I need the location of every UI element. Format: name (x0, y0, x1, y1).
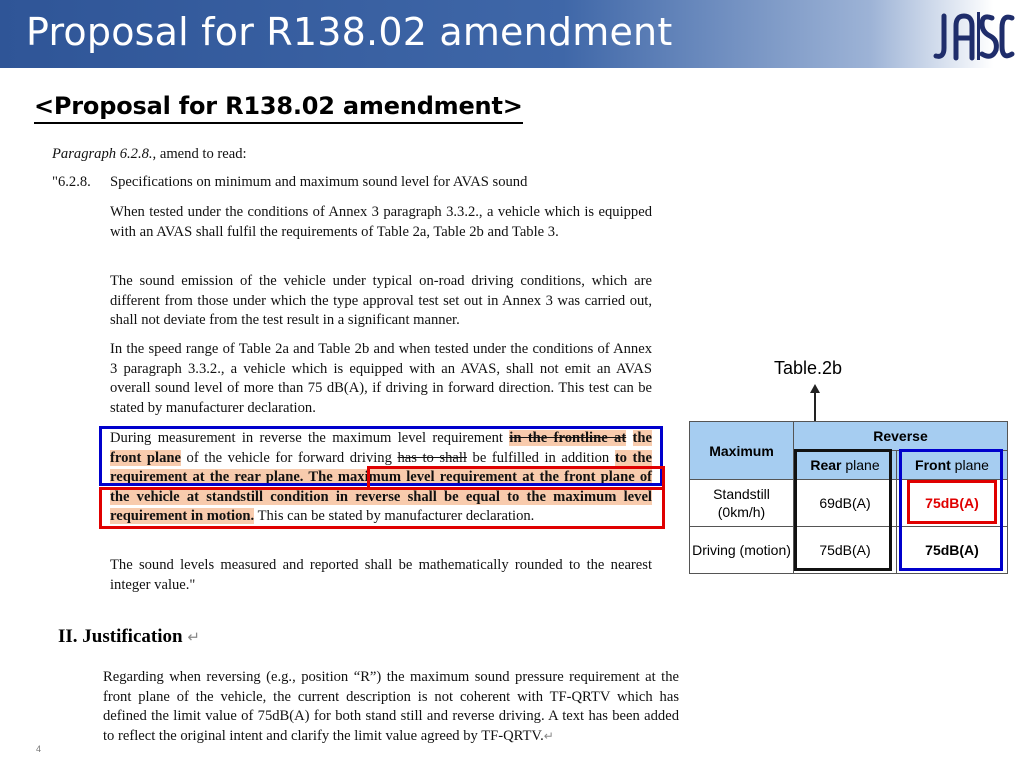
header-maximum (690, 422, 794, 480)
amend-intro (52, 146, 247, 163)
cell-front: 75dB(A) (897, 527, 1008, 574)
header-reverse (794, 422, 1008, 451)
return-mark-icon: ↵ (187, 630, 200, 646)
paragraph-5: The sound levels measured and reported shall be mathematically rounded to the nearest integer value." (110, 557, 652, 593)
p4-deleted-1: in the frontline at (509, 430, 627, 446)
return-mark-icon: ↵ (543, 728, 554, 743)
justification-heading (58, 626, 200, 648)
paragraph-heading: Specifications on minimum and maximum sound level for AVAS sound (110, 174, 528, 190)
p4-text-d: This can be stated by manufacturer declaration. (254, 508, 535, 524)
slide-title: Proposal for R138.02 amendment (26, 10, 673, 54)
paragraph-1: When tested under the conditions of Annex 3 paragraph 3.3.2., a vehicle which is equipped with an AVAS shall fulfil the requirements of Table 2a, Table 2b and Table 3. (110, 204, 652, 240)
p4-inserted-1: the front plane (110, 430, 653, 466)
paragraph-3: In the speed range of Table 2a and Table 2b and when tested under the conditions of Annex 3 paragraph 3.3.2., a vehicle which is equipped with an AVAS, shall not emit an AVAS overall sound level of more than 75 dB(A), if driving in forward direction. This test can be stated by manufacturer declaration. (110, 341, 652, 416)
p4-text-c: be fulfilled in addition (466, 449, 615, 466)
header-reverse-label: Reverse (873, 428, 928, 444)
header-maximum-label: Maximum (709, 442, 774, 459)
amend-note: amend to read: (156, 146, 247, 162)
p4-text-b: of the vehicle for forward driving (180, 449, 398, 466)
justification-body: Regarding when reversing (e.g., position “R”) the maximum sound pressure requirement at the front plane of the vehicle, the current description is not coherent with TF-QRTV which has defined the limit value of 75dB(A) for both stand still and reverse driving. A text has been added to reflect the original intent and clarify the limit value agreed by TF-QRTV. (103, 669, 679, 744)
paragraph-number: "6.2.8. (52, 174, 91, 190)
page-number: 4 (36, 744, 42, 754)
cell-front: 75dB(A) (897, 480, 1008, 527)
p4-deleted-2: has to shall (397, 449, 467, 466)
section-subtitle: <Proposal for R138.02 amendment> (34, 92, 523, 124)
p4-inserted-2: to the requirement at the rear plane. (110, 449, 652, 485)
row-label: Standstill (0km/h) (690, 480, 794, 527)
red-annotation-box (99, 487, 665, 529)
red-annotation-box-top (367, 466, 665, 488)
p4-inserted-3: The maximum level requirement at the front plane of the vehicle at standstill condition in reverse shall be equal to the maximum level requirement in motion. (110, 469, 653, 524)
justification-text (103, 668, 679, 746)
row-label: Driving (motion) (690, 527, 794, 574)
front-bold: Front (915, 457, 951, 473)
rear-plane-outline (794, 449, 892, 571)
cell-rear: 69dB(A) (794, 480, 897, 527)
p4-text-a: During measurement in reverse the maximum level requirement (110, 430, 510, 446)
rear-bold: Rear (810, 457, 842, 473)
front-standstill-outline (907, 480, 997, 524)
paragraph-ref: Paragraph 6.2.8., (52, 146, 157, 162)
paragraph-2: The sound emission of the vehicle under typical on-road driving conditions, which are different from those under which the type approval test set out in Annex 3 was carried out, shall not deviate from the test result in a significant manner. (110, 273, 652, 328)
title-bar (0, 0, 1024, 68)
front-rest: plane (950, 457, 989, 473)
table-caption: Table.2b (774, 358, 843, 378)
cell-rear: 75dB(A) (794, 527, 897, 574)
jasic-logo (930, 8, 1016, 64)
rear-rest: plane (841, 457, 880, 473)
justification-title: II. Justification (58, 626, 183, 647)
